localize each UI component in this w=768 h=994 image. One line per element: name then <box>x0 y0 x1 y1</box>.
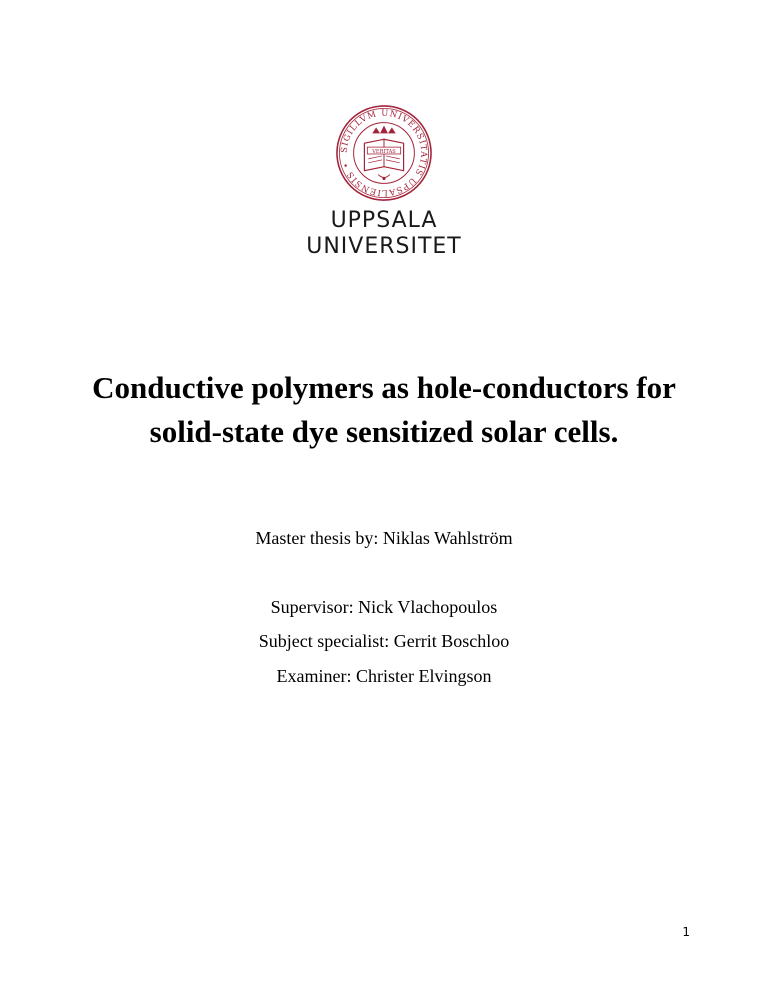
uppsala-university-seal-icon <box>335 104 433 202</box>
university-name-line-2: UNIVERSITET <box>306 234 462 259</box>
subject-specialist-line: Subject specialist: Gerrit Boschloo <box>258 631 510 651</box>
page-number: 1 <box>682 925 690 939</box>
thesis-title-line-2: solid-state dye sensitized solar cells. <box>149 414 619 449</box>
author-line: Master thesis by: Niklas Wahlström <box>255 528 513 548</box>
svg-text:VERITAS: VERITAS <box>372 148 396 155</box>
svg-text:SIGILLVM UNIVERSITATIS UPSALIE: SIGILLVM UNIVERSITATIS UPSALIENSIS • <box>338 107 430 199</box>
university-name-line-1: UPPSALA <box>330 208 438 233</box>
examiner-line: Examiner: Christer Elvingson <box>276 666 492 686</box>
supervisor-line: Supervisor: Nick Vlachopoulos <box>270 597 498 617</box>
thesis-title-line-1: Conductive polymers as hole-conductors for <box>92 370 676 405</box>
thesis-title <box>60 366 708 454</box>
